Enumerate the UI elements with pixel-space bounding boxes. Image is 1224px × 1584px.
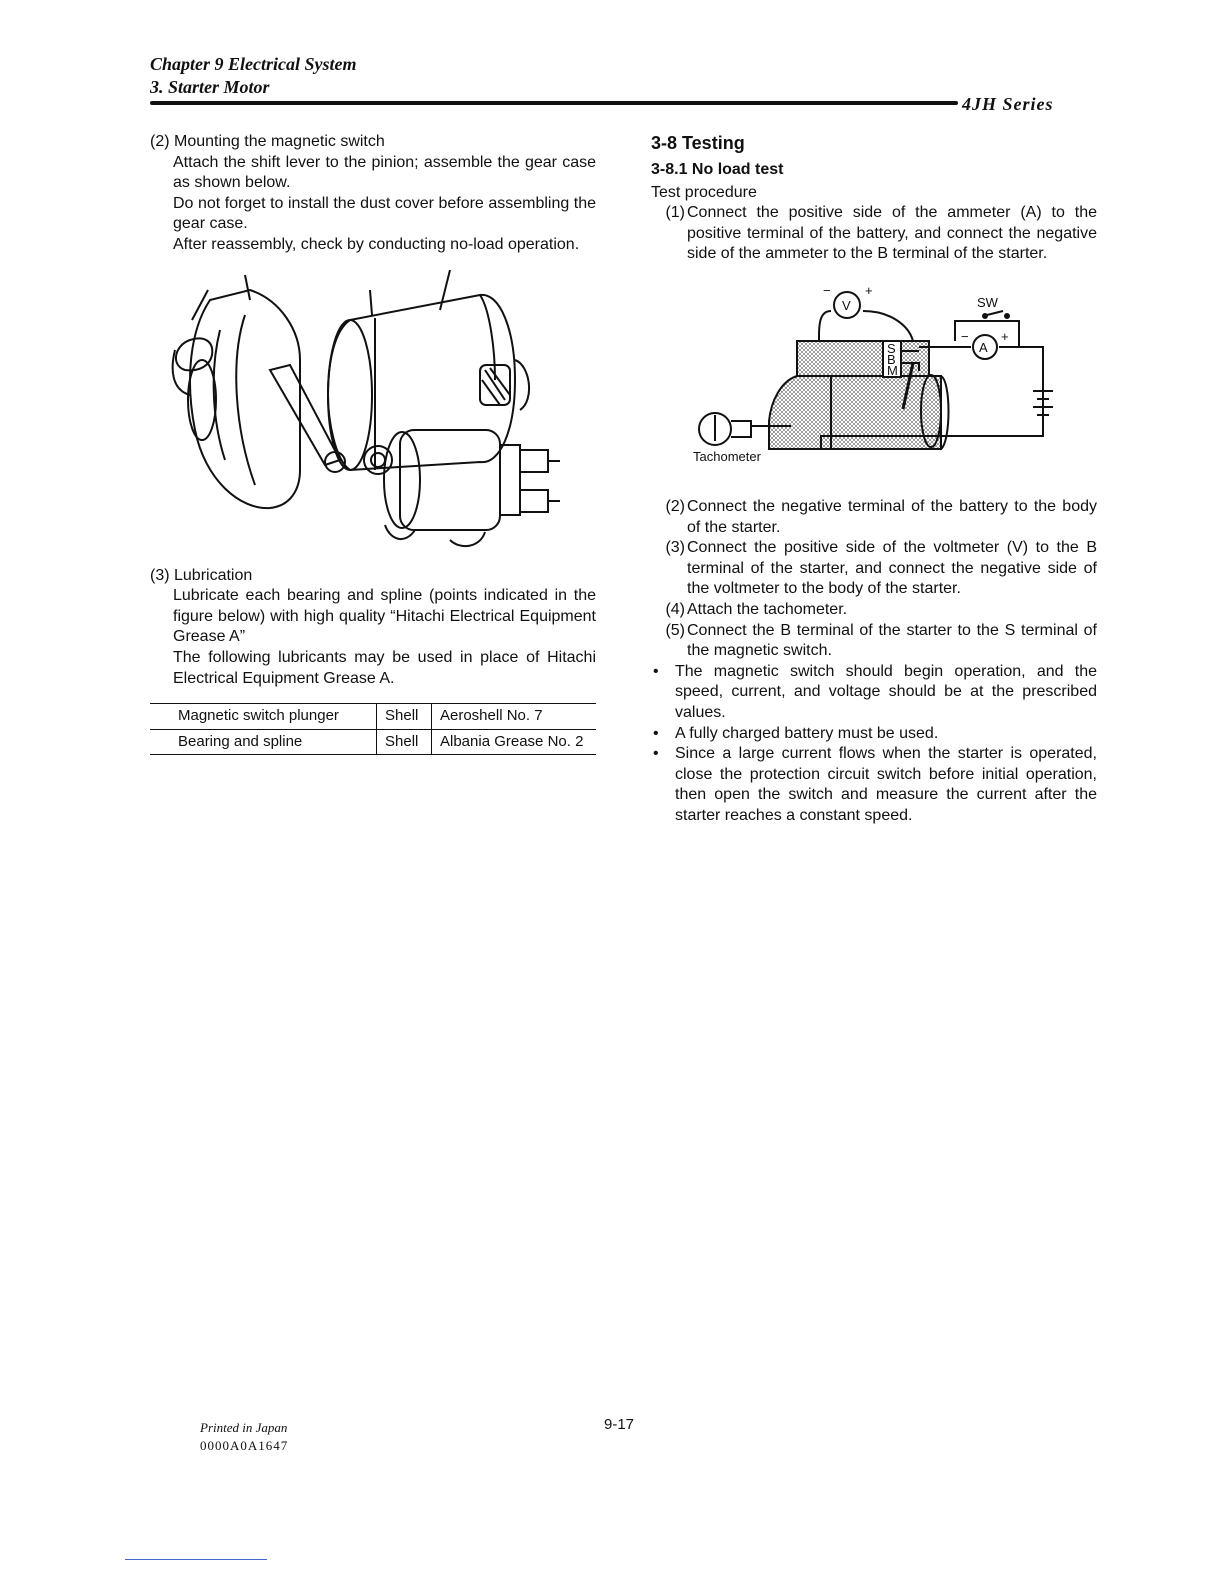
step-5 [651,621,1097,662]
table-row [150,729,596,755]
step-text: Attach the tachometer. [687,600,848,618]
table-cell-brand: Shell [377,729,432,755]
step-number: (4) [665,600,685,618]
voltmeter-plus: + [865,282,873,298]
table-row [150,704,596,730]
terminal-b-label: B [887,351,896,367]
table-cell-product: Albania Grease No. 2 [432,729,597,755]
chapter-title: Chapter 9 Electrical System [150,54,357,74]
starter-assembly-drawing [150,270,596,550]
item3-line-2: The following lubricants may be used in place of Hitachi Electrical Equipment Grease A. [173,648,596,687]
bullet-1: • The magnetic switch should begin operation, and the speed, current, and voltage should be at the prescribed values. [651,662,1097,724]
bottom-divider [125,1559,267,1560]
circuit-diagram [651,281,1097,477]
table-cell-brand: Shell [377,704,432,730]
step-4 [651,600,1097,621]
switch-label: SW [977,294,998,310]
step-text: Connect the positive side of the voltmeter (V) to the B terminal of the starter, and connect the negative side of the voltmeter to the body of the starter. [687,539,1097,598]
ammeter-plus: + [1001,328,1009,344]
voltmeter-minus: − [823,282,831,298]
test-procedure-intro: Test procedure [651,183,757,201]
printed-in-japan: Printed in Japan [200,1420,288,1435]
bullet-2: • A fully charged battery must be used. [651,724,1097,745]
item2-heading: (2) Mounting the magnetic switch [150,133,385,150]
lubricant-table [150,703,596,755]
item3-line-1: Lubricate each bearing and spline (points indicated in the figure below) with high quality “Hitachi Electrical Equipment Grease A” [173,587,596,646]
ammeter-label: A [979,339,988,355]
section-title: 3. Starter Motor [150,77,270,97]
terminal-s-label: S [887,340,896,356]
no-load-test-circuit [651,281,1097,477]
step-text: Connect the B terminal of the starter to the S terminal of the magnetic switch. [687,621,1097,660]
item2-line-3: After reassembly, check by conducting no-load operation. [173,235,580,253]
bullet-text: A fully charged battery must be used. [675,724,939,742]
series-label: 4JH Series [962,94,1054,114]
page-number: 9-17 [604,1416,635,1433]
bullet-text: The magnetic switch should begin operation, and the speed, current, and voltage should be at the prescribed values. [675,662,1097,721]
document-code: 0000A0A1647 [200,1438,289,1453]
table-cell-part: Magnetic switch plunger [150,704,377,730]
terminal-m-label: M [887,362,898,378]
item2-line-2: Do not forget to install the dust cover before assembling the gear case. [173,194,596,233]
item3-heading: (3) Lubrication [150,566,253,584]
step-number: (1) [665,204,685,222]
step-number: (3) [665,539,685,557]
no-load-test-title: 3-8.1 No load test [651,161,784,178]
step-number: (5) [665,621,685,639]
bullet-3: • Since a large current flows when the starter is operated, close the protection circuit switch before initial operation, then open the switch and measure the current after the starter reaches a constant speed. [651,744,1097,826]
left-column [150,132,596,755]
step-2 [651,497,1097,538]
right-column [651,132,1097,826]
voltmeter-label: V [842,297,851,313]
item2-line-1: Attach the shift lever to the pinion; assemble the gear case as shown below. [173,153,596,192]
ammeter-minus: − [961,328,969,344]
step-1 [651,203,1097,265]
step-3 [651,538,1097,600]
testing-section-title: 3-8 Testing [651,133,745,153]
starter-assembly-illustration [150,270,596,550]
tachometer-label: Tachometer [693,448,761,464]
bullet-text: Since a large current flows when the starter is operated, close the protection circuit switch before initial operation, then open the switch and measure the current after the starter reaches a constant speed. [675,745,1097,824]
step-number: (2) [665,497,685,515]
table-cell-product: Aeroshell No. 7 [432,704,597,730]
step-text: Connect the positive side of the ammeter (A) to the positive terminal of the battery, and connect the negative side of the ammeter to the B terminal of the starter. [687,204,1097,263]
header-rule [150,101,958,105]
table-cell-part: Bearing and spline [150,729,377,755]
step-text: Connect the negative terminal of the battery to the body of the starter. [687,497,1097,536]
